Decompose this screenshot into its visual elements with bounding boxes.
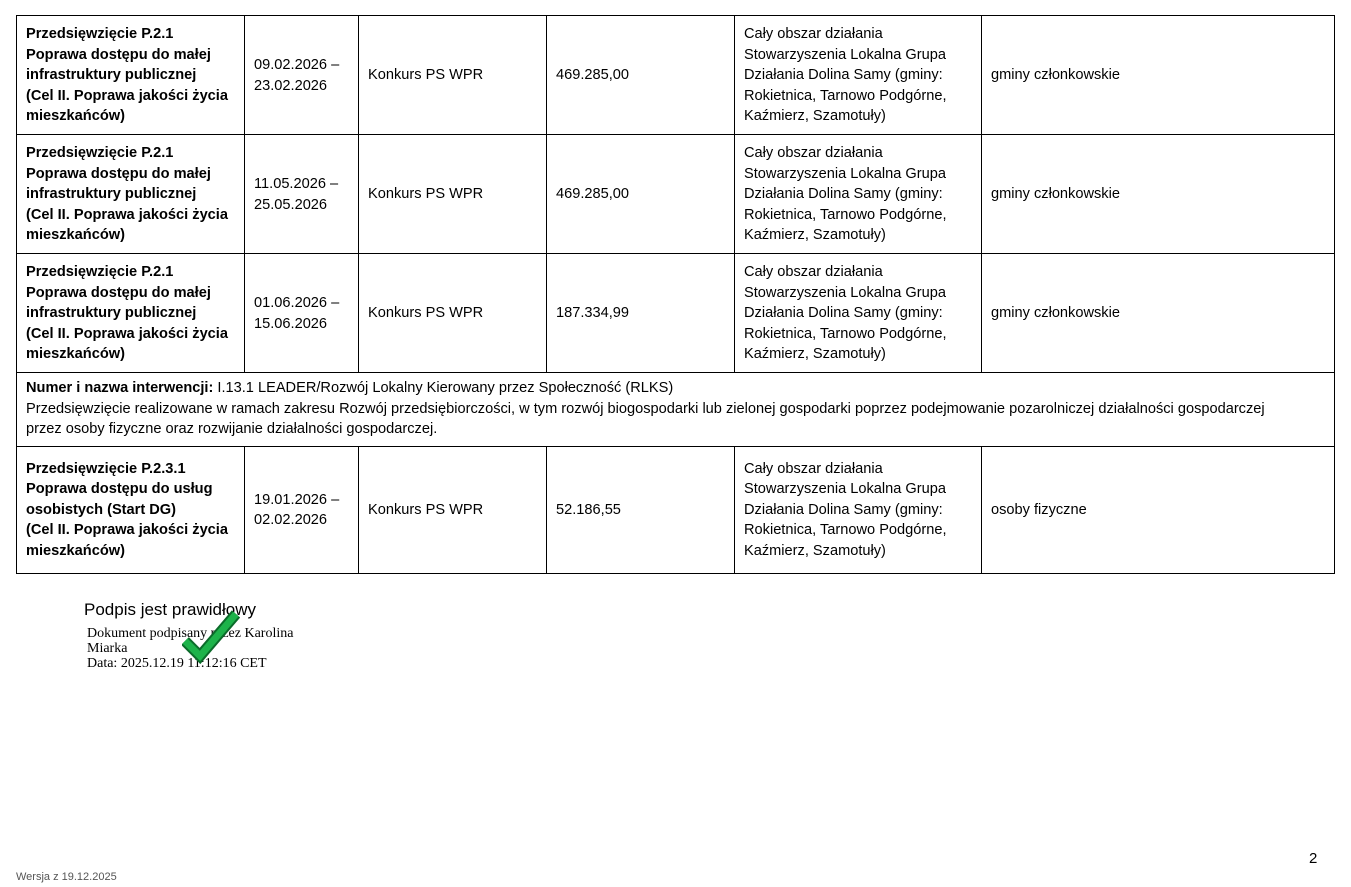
date-range-cell: [245, 254, 359, 373]
area-line: Stowarzyszenia Lokalna Grupa: [744, 284, 946, 301]
table-row: [17, 254, 1335, 373]
form-cell: Konkurs PS WPR: [359, 16, 547, 135]
measure-name-line: infrastruktury publicznej: [26, 186, 197, 203]
area-cell: [735, 16, 982, 135]
area-line: Cały obszar działania: [744, 26, 883, 43]
measures-table: [16, 15, 1335, 574]
signature-status: Podpis jest prawidłowy: [84, 600, 256, 619]
area-line: Działania Dolina Samy (gminy:: [744, 186, 943, 203]
measure-name-line: osobistych (Start DG): [26, 501, 177, 518]
date-start: 01.06.2026 –: [254, 295, 340, 311]
date-end: 25.05.2026: [254, 196, 328, 213]
area-line: Działania Dolina Samy (gminy:: [744, 501, 943, 518]
measure-name-line: (Cel II. Poprawa jakości życia: [26, 325, 228, 342]
date-end: 23.02.2026: [254, 77, 328, 94]
beneficiaries-cell: gminy członkowskie: [982, 135, 1335, 254]
beneficiaries-cell: gminy członkowskie: [982, 254, 1335, 373]
area-line: Kaźmierz, Szamotuły): [744, 227, 886, 244]
intervention-value: I.13.1 LEADER/Rozwój Lokalny Kierowany przez Społeczność (RLKS): [213, 380, 674, 396]
measure-name-line: Przedsięwzięcie P.2.1: [26, 264, 174, 281]
amount-cell: 469.285,00: [547, 16, 735, 135]
area-line: Stowarzyszenia Lokalna Grupa: [744, 481, 946, 498]
area-line: Cały obszar działania: [744, 264, 883, 281]
intervention-heading: [26, 378, 1325, 399]
measure-name-line: Przedsięwzięcie P.2.1: [26, 145, 174, 162]
measure-name-line: Poprawa dostępu do małej: [26, 46, 211, 63]
intervention-row: [17, 373, 1335, 447]
area-cell: [735, 135, 982, 254]
area-cell: [735, 446, 982, 573]
area-line: Rokietnica, Tarnowo Podgórne,: [744, 87, 947, 104]
measure-name-line: mieszkańców): [26, 108, 125, 125]
area-line: Rokietnica, Tarnowo Podgórne,: [744, 522, 947, 539]
measure-name-line: Poprawa dostępu do małej: [26, 165, 211, 182]
measure-name-line: Przedsięwzięcie P.2.3.1: [26, 460, 186, 477]
area-line: Stowarzyszenia Lokalna Grupa: [744, 46, 946, 63]
area-line: Kaźmierz, Szamotuły): [744, 108, 886, 125]
area-line: Cały obszar działania: [744, 460, 883, 477]
intervention-cell: [17, 373, 1335, 447]
date-range-cell: [245, 135, 359, 254]
measure-name-line: Poprawa dostępu do usług: [26, 481, 213, 498]
measure-name-line: Poprawa dostępu do małej: [26, 284, 211, 301]
amount-cell: 469.285,00: [547, 135, 735, 254]
version-label: Wersja z 19.12.2025: [16, 871, 117, 883]
measure-name-cell: [17, 446, 245, 573]
measure-name-line: (Cel II. Poprawa jakości życia: [26, 522, 228, 539]
measure-name-cell: [17, 254, 245, 373]
area-line: Działania Dolina Samy (gminy:: [744, 67, 943, 84]
form-cell: Konkurs PS WPR: [359, 446, 547, 573]
area-cell: [735, 254, 982, 373]
signature-signer: Dokument podpisany przez Karolina: [87, 626, 294, 641]
date-range-cell: [245, 16, 359, 135]
measure-name-line: mieszkańców): [26, 346, 125, 363]
amount-cell: 52.186,55: [547, 446, 735, 573]
area-line: Działania Dolina Samy (gminy:: [744, 305, 943, 322]
measure-name-cell: [17, 16, 245, 135]
beneficiaries-cell: osoby fizyczne: [982, 446, 1335, 573]
measure-name-cell: [17, 135, 245, 254]
date-end: 02.02.2026: [254, 512, 328, 528]
form-cell: Konkurs PS WPR: [359, 254, 547, 373]
date-start: 09.02.2026 –: [254, 57, 340, 73]
intervention-description: przez osoby fizyczne oraz rozwijanie działalności gospodarczej.: [26, 421, 438, 437]
measure-name-line: (Cel II. Poprawa jakości życia: [26, 87, 228, 104]
area-line: Kaźmierz, Szamotuły): [744, 542, 886, 559]
measure-name-line: infrastruktury publicznej: [26, 67, 197, 84]
date-range-cell: [245, 446, 359, 573]
date-end: 15.06.2026: [254, 315, 328, 332]
area-line: Stowarzyszenia Lokalna Grupa: [744, 165, 946, 182]
signature-signer-surname: Miarka: [87, 641, 128, 656]
intervention-label: Numer i nazwa interwencji:: [26, 380, 214, 396]
measure-name-line: mieszkańców): [26, 542, 125, 559]
table-row: [17, 446, 1335, 573]
date-start: 11.05.2026 –: [254, 176, 339, 192]
measure-name-line: (Cel II. Poprawa jakości życia: [26, 206, 228, 223]
area-line: Rokietnica, Tarnowo Podgórne,: [744, 325, 947, 342]
beneficiaries-cell: gminy członkowskie: [982, 16, 1335, 135]
measure-name-line: mieszkańców): [26, 227, 125, 244]
area-line: Rokietnica, Tarnowo Podgórne,: [744, 206, 947, 223]
area-line: Kaźmierz, Szamotuły): [744, 346, 886, 363]
amount-cell: 187.334,99: [547, 254, 735, 373]
measure-name-line: Przedsięwzięcie P.2.1: [26, 26, 174, 43]
page-number: 2: [1309, 850, 1318, 867]
area-line: Cały obszar działania: [744, 145, 883, 162]
form-cell: Konkurs PS WPR: [359, 135, 547, 254]
date-start: 19.01.2026 –: [254, 491, 340, 508]
intervention-description: Przedsięwzięcie realizowane w ramach zakresu Rozwój przedsiębiorczości, w tym rozwój biogospodarki lub zielonej gospodarki poprzez podejmowanie pozarolniczej działalności gospodarczej: [26, 400, 1265, 417]
table-row: [17, 16, 1335, 135]
checkmark-icon: [182, 610, 240, 666]
signature-date: Data: 2025.12.19 11:12:16 CET: [87, 656, 267, 671]
table-row: [17, 135, 1335, 254]
measure-name-line: infrastruktury publicznej: [26, 305, 197, 322]
